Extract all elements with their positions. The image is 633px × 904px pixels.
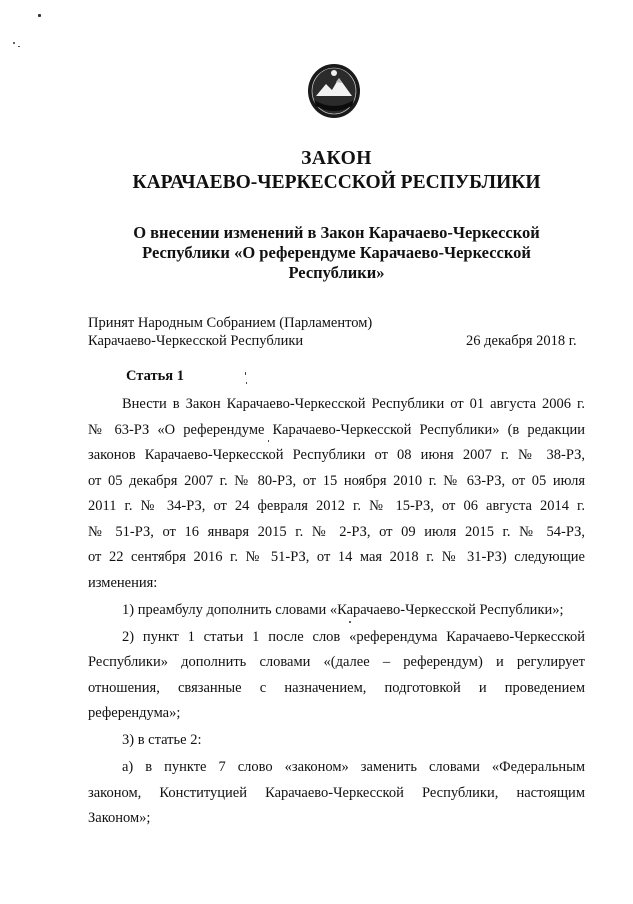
scan-speck xyxy=(268,440,269,442)
body-line: Внести в Закон Карачаево-Черкесской Республики от 01 августа 2006 г. xyxy=(122,396,585,412)
republic-title: КАРАЧАЕВО-ЧЕРКЕССКОЙ РЕСПУБЛИКИ xyxy=(132,172,541,193)
adoption-line: Карачаево-Черкесской Республики xyxy=(88,333,304,349)
scan-speck xyxy=(18,46,20,47)
subtitle-line: Республики «О референдуме Карачаево-Черкесской xyxy=(142,243,531,262)
body-line: 1) преамбулу дополнить словами «Карачаево-Черкесской Республики»; xyxy=(122,602,564,618)
scan-speck xyxy=(13,42,15,44)
subtitle-line: Республики» xyxy=(288,263,385,282)
body-line: 3) в статье 2: xyxy=(122,732,202,748)
article-heading: Статья 1 xyxy=(126,368,184,384)
scan-speck xyxy=(245,372,246,375)
law-title: ЗАКОН xyxy=(301,148,372,169)
body-line: отношения, связанные с назначением, подготовкой и проведением xyxy=(88,680,585,696)
body-line: законом, Конституцией Карачаево-Черкесской Республики, настоящим xyxy=(88,785,585,801)
scan-speck xyxy=(349,621,351,623)
adoption-date: 26 декабря 2018 г. xyxy=(466,333,577,349)
scan-speck xyxy=(246,382,247,384)
body-line: от 22 сентября 2016 г. № 51-РЗ, от 14 мая 2018 г. № 31-РЗ) следующие xyxy=(88,549,585,565)
subtitle-line: О внесении изменений в Закон Карачаево-Черкесской xyxy=(133,223,540,242)
body-line: законов Карачаево-Черкесской Республики от 08 июня 2007 г. № 38-РЗ, xyxy=(88,447,585,463)
adoption-line: Принят Народным Собранием (Парламентом) xyxy=(88,315,373,331)
body-line: референдума»; xyxy=(88,705,181,721)
coat-of-arms-emblem xyxy=(306,62,362,120)
body-line: а) в пункте 7 слово «законом» заменить словами «Федеральным xyxy=(122,759,585,775)
body-line: № 51-РЗ, от 16 января 2015 г. № 2-РЗ, от 09 июля 2015 г. № 54-РЗ, xyxy=(88,524,585,540)
body-line: Республики» дополнить словами «(далее – референдум) и регулирует xyxy=(88,654,585,670)
body-line: от 05 декабря 2007 г. № 80-РЗ, от 15 ноября 2010 г. № 63-РЗ, от 05 июля xyxy=(88,473,585,489)
body-line: 2011 г. № 34-РЗ, от 24 февраля 2012 г. № 15-РЗ, от 06 августа 2014 г. xyxy=(88,498,585,514)
body-line: изменения: xyxy=(88,575,158,591)
body-line: № 63-РЗ «О референдуме Карачаево-Черкесской Республики» (в редакции xyxy=(88,422,585,438)
scan-speck xyxy=(38,14,41,17)
body-line: 2) пункт 1 статьи 1 после слов «референдума Карачаево-Черкесской xyxy=(122,629,585,645)
body-line: Законом»; xyxy=(88,810,151,826)
